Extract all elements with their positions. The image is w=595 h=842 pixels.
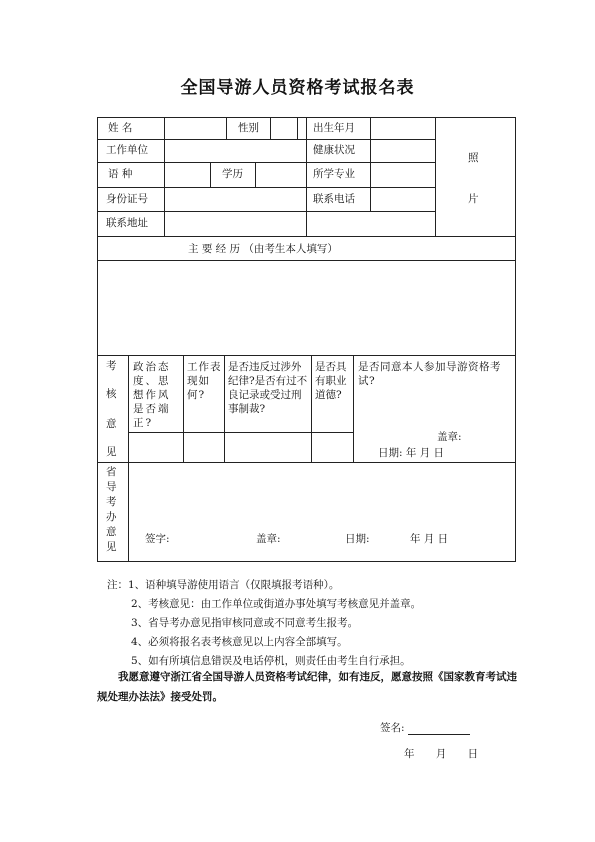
id-field[interactable]	[165, 188, 306, 211]
col-divider	[306, 117, 307, 139]
language-label: 语 种	[108, 168, 133, 180]
photo-label: 片	[468, 193, 479, 205]
assessment-side-label: 意	[106, 418, 117, 430]
assessment-stamp-label: 盖章:	[437, 431, 462, 443]
assessment-date-label: 日期: 年 月 日	[378, 447, 445, 459]
birth-field[interactable]	[371, 118, 435, 139]
education-label: 学历	[222, 168, 243, 180]
assessment-side-label: 见	[106, 446, 117, 458]
phone-field[interactable]	[371, 188, 435, 211]
answer-ethics[interactable]	[312, 433, 353, 462]
notes	[107, 576, 421, 671]
provincial-side-label: 导	[106, 481, 117, 493]
health-label: 健康状况	[313, 144, 355, 156]
provincial-side-label: 省	[106, 466, 117, 478]
provincial-side-label: 见	[106, 541, 117, 553]
question-political: 政治态度、思想作风是否端正?	[133, 361, 171, 429]
provincial-side-label: 办	[106, 511, 117, 523]
signature-label: 签名:	[380, 722, 405, 734]
answer-discipline[interactable]	[225, 433, 311, 462]
assessment-side-label: 考	[106, 360, 117, 372]
provincial-side-label: 意	[106, 526, 117, 538]
note-item: 注：1、语种填导游使用语言（仅限填报考语种）。	[107, 579, 340, 591]
question-ethics: 是否具有职业道德?	[315, 361, 347, 401]
experience-header: 主 要 经 历 （由考生本人填写）	[188, 243, 338, 255]
workplace-label: 工作单位	[106, 144, 148, 156]
photo-box[interactable]	[436, 118, 515, 236]
col-divider	[226, 117, 227, 139]
provincial-stamp-label: 盖章:	[256, 533, 281, 545]
col-divider	[297, 117, 298, 139]
answer-political[interactable]	[129, 433, 183, 462]
provincial-date-label: 日期:	[345, 533, 370, 545]
assessment-side-label: 核	[106, 388, 117, 400]
row-divider	[97, 355, 516, 356]
health-field[interactable]	[371, 140, 435, 162]
address-label: 联系地址	[106, 217, 148, 229]
note-item: 5、如有所填信息错误及电话停机，则责任由考生自行承担。	[131, 655, 411, 667]
provincial-side-label: 考	[106, 496, 117, 508]
pledge-text: 我愿意遵守浙江省全国导游人员资格考试纪律，如有违反，愿意按照《国家教育考试违规处理办法法》接受处罚。	[97, 671, 517, 703]
major-label: 所学专业	[313, 168, 355, 180]
signature-date: 年 月 日	[404, 748, 479, 760]
signature-field[interactable]	[408, 722, 470, 735]
provincial-date-tail: 年 月 日	[410, 533, 449, 545]
birth-label: 出生年月	[313, 122, 355, 134]
photo-label: 照	[468, 152, 479, 164]
form-title: 全国导游人员资格考试报名表	[180, 78, 415, 98]
experience-field[interactable]	[98, 261, 515, 355]
name-label: 姓 名	[108, 122, 133, 134]
education-field[interactable]	[256, 163, 306, 187]
major-field[interactable]	[371, 163, 435, 187]
name-field[interactable]	[165, 118, 226, 139]
provincial-sign-label: 签字:	[145, 533, 170, 545]
col-divider	[353, 355, 354, 462]
signature-block	[380, 720, 470, 735]
language-field[interactable]	[165, 163, 210, 187]
workplace-field[interactable]	[165, 140, 306, 162]
gender-field[interactable]	[271, 118, 297, 139]
question-performance: 工作表现如何?	[187, 361, 222, 401]
provincial-opinion-field[interactable]	[129, 463, 515, 561]
question-discipline: 是否违反过涉外纪律?是否有过不良记录或受过刑事制裁?	[228, 361, 308, 415]
id-label: 身份证号	[106, 193, 148, 205]
note-item: 2、考核意见：由工作单位或街道办事处填写考核意见并盖章。	[131, 598, 422, 610]
col-divider	[210, 162, 211, 187]
note-item: 4、必须将报名表考核意见以上内容全部填写。	[131, 636, 348, 648]
address-field[interactable]	[165, 212, 435, 236]
answer-performance[interactable]	[184, 433, 224, 462]
note-item: 3、省导考办意见指审核同意或不同意考生报考。	[131, 617, 359, 629]
phone-label: 联系电话	[313, 193, 355, 205]
gender-label: 性别	[238, 122, 259, 134]
question-consent: 是否同意本人参加导游资格考试?	[358, 361, 501, 387]
row-divider	[97, 236, 516, 237]
